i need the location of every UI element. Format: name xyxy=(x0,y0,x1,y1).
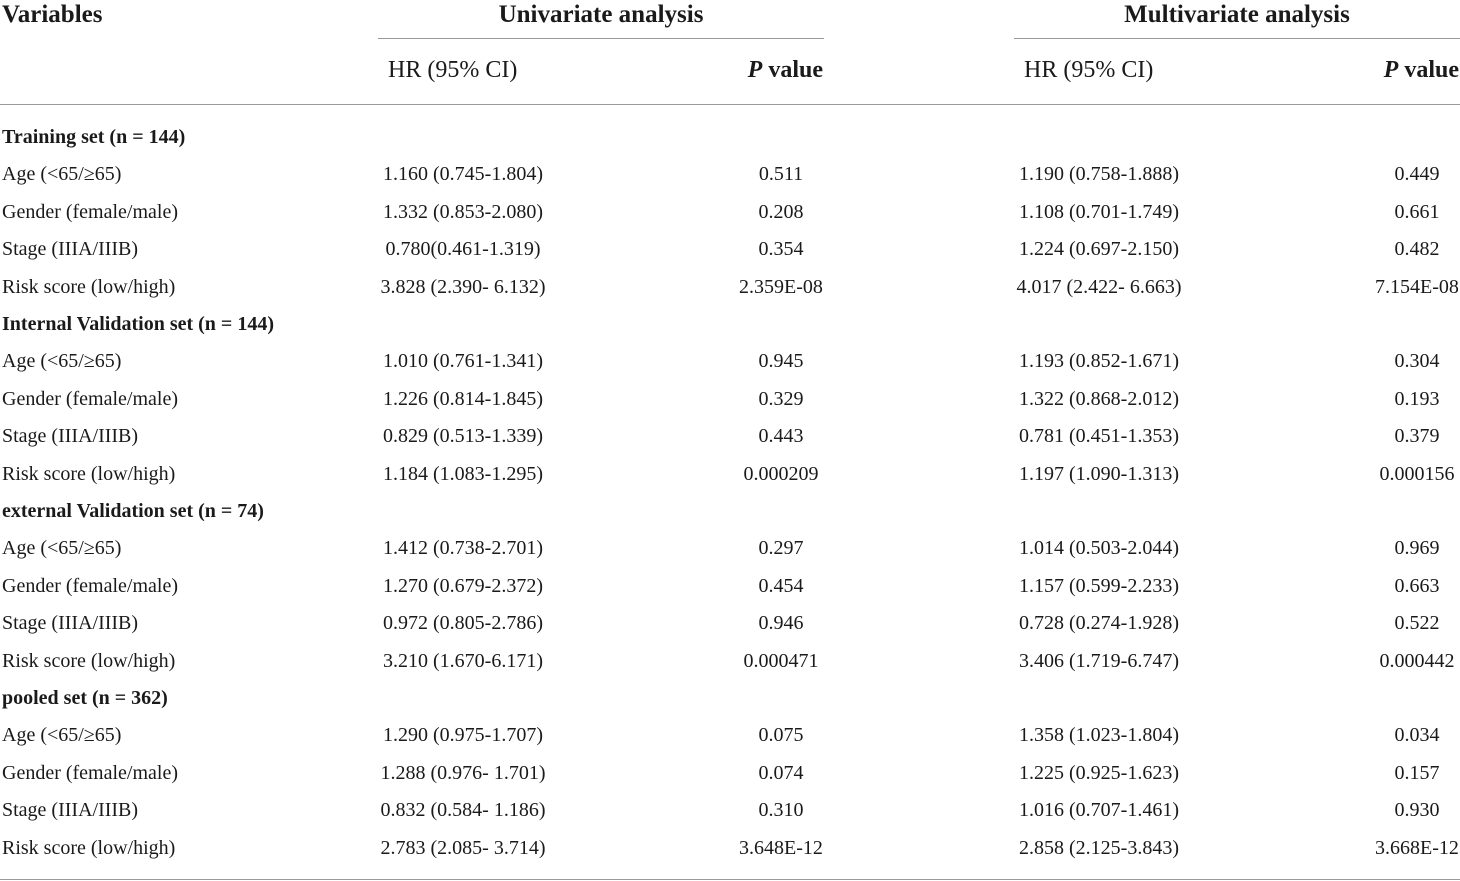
row-label: Stage (IIIA/IIIB) xyxy=(2,425,139,448)
multivariate-hr-header: HR (95% CI) xyxy=(1024,57,1154,83)
univariate-hr-cell: 1.412 (0.738-2.701) xyxy=(383,537,543,560)
univariate-p-cell: 0.075 xyxy=(758,724,804,747)
header-univariate: Univariate analysis xyxy=(498,1,704,28)
row-label: Risk score (low/high) xyxy=(2,462,176,485)
row-label: Age (<65/≥65) xyxy=(2,724,122,747)
univariate-p-cell: 0.000209 xyxy=(743,462,819,485)
p-value-word: value xyxy=(1398,57,1459,83)
header-multivariate: Multivariate analysis xyxy=(1124,1,1350,28)
univariate-hr-cell: 0.972 (0.805-2.786) xyxy=(383,612,543,635)
header-bottom-rule xyxy=(0,104,1460,105)
multivariate-hr-cell: 3.406 (1.719-6.747) xyxy=(1019,649,1179,672)
multivariate-hr-cell: 1.358 (1.023-1.804) xyxy=(1019,724,1179,747)
row-label: Age (<65/≥65) xyxy=(2,537,122,560)
row-label: Risk score (low/high) xyxy=(2,275,176,298)
multivariate-p-cell: 0.969 xyxy=(1394,537,1440,560)
univariate-hr-cell: 1.010 (0.761-1.341) xyxy=(383,350,543,373)
univariate-p-cell: 2.359E-08 xyxy=(739,275,823,298)
row-label: Age (<65/≥65) xyxy=(2,350,122,373)
univariate-p-cell: 0.454 xyxy=(758,574,804,597)
multivariate-p-header xyxy=(1384,58,1459,82)
multivariate-hr-cell: 1.108 (0.701-1.749) xyxy=(1019,200,1179,223)
multivariate-p-cell: 0.034 xyxy=(1394,724,1440,747)
multivariate-p-cell: 0.930 xyxy=(1394,799,1440,822)
multivariate-hr-cell: 1.014 (0.503-2.044) xyxy=(1019,537,1179,560)
multivariate-hr-cell: 1.190 (0.758-1.888) xyxy=(1019,163,1179,186)
section-title: Internal Validation set (n = 144) xyxy=(2,313,274,335)
univariate-p-cell: 0.000471 xyxy=(743,649,819,672)
header-variables: Variables xyxy=(2,1,103,28)
univariate-underline xyxy=(378,38,824,39)
row-label: Gender (female/male) xyxy=(2,574,179,597)
row-label: Stage (IIIA/IIIB) xyxy=(2,799,139,822)
univariate-p-cell: 3.648E-12 xyxy=(739,836,823,859)
section-title: Training set (n = 144) xyxy=(2,126,186,148)
univariate-hr-cell: 0.829 (0.513-1.339) xyxy=(383,425,543,448)
univariate-hr-cell: 1.270 (0.679-2.372) xyxy=(383,574,543,597)
multivariate-hr-cell: 1.225 (0.925-1.623) xyxy=(1019,761,1179,784)
univariate-hr-cell: 1.160 (0.745-1.804) xyxy=(383,163,543,186)
multivariate-hr-cell: 1.197 (1.090-1.313) xyxy=(1019,462,1179,485)
multivariate-p-cell: 0.522 xyxy=(1394,612,1440,635)
univariate-hr-cell: 1.226 (0.814-1.845) xyxy=(383,387,543,410)
p-value-word: value xyxy=(762,57,823,83)
p-italic: P xyxy=(1383,57,1399,83)
section-title: pooled set (n = 362) xyxy=(2,687,168,709)
multivariate-p-cell: 0.661 xyxy=(1394,200,1440,223)
multivariate-hr-cell: 0.781 (0.451-1.353) xyxy=(1019,425,1179,448)
p-italic: P xyxy=(747,57,763,83)
multivariate-p-cell: 0.000442 xyxy=(1379,649,1455,672)
multivariate-hr-cell: 4.017 (2.422- 6.663) xyxy=(1016,275,1182,298)
multivariate-p-cell: 7.154E-08 xyxy=(1375,275,1459,298)
univariate-hr-cell: 3.828 (2.390- 6.132) xyxy=(380,275,546,298)
multivariate-hr-cell: 1.224 (0.697-2.150) xyxy=(1019,238,1179,261)
univariate-p-cell: 0.946 xyxy=(758,612,804,635)
multivariate-p-cell: 0.379 xyxy=(1394,425,1440,448)
univariate-p-cell: 0.443 xyxy=(758,425,804,448)
multivariate-hr-cell: 2.858 (2.125-3.843) xyxy=(1019,836,1179,859)
univariate-p-cell: 0.074 xyxy=(758,761,804,784)
multivariate-hr-cell: 1.016 (0.707-1.461) xyxy=(1019,799,1179,822)
univariate-p-header xyxy=(748,58,823,82)
row-label: Risk score (low/high) xyxy=(2,649,176,672)
row-label: Gender (female/male) xyxy=(2,761,179,784)
row-label: Stage (IIIA/IIIB) xyxy=(2,238,139,261)
row-label: Gender (female/male) xyxy=(2,200,179,223)
multivariate-hr-cell: 1.322 (0.868-2.012) xyxy=(1019,387,1179,410)
table-bottom-rule xyxy=(0,879,1460,880)
multivariate-underline xyxy=(1014,38,1460,39)
univariate-p-cell: 0.310 xyxy=(758,799,804,822)
multivariate-hr-cell: 1.193 (0.852-1.671) xyxy=(1019,350,1179,373)
multivariate-p-cell: 0.000156 xyxy=(1379,462,1455,485)
univariate-hr-header: HR (95% CI) xyxy=(388,57,518,83)
univariate-p-cell: 0.511 xyxy=(758,163,804,186)
multivariate-p-cell: 0.304 xyxy=(1394,350,1440,373)
univariate-hr-cell: 1.332 (0.853-2.080) xyxy=(383,200,543,223)
row-label: Gender (female/male) xyxy=(2,387,179,410)
univariate-p-cell: 0.297 xyxy=(758,537,804,560)
row-label: Stage (IIIA/IIIB) xyxy=(2,612,139,635)
section-title: external Validation set (n = 74) xyxy=(2,500,264,522)
multivariate-p-cell: 0.193 xyxy=(1394,387,1440,410)
univariate-p-cell: 0.945 xyxy=(758,350,804,373)
univariate-hr-cell: 1.288 (0.976- 1.701) xyxy=(380,761,546,784)
univariate-hr-cell: 0.780(0.461-1.319) xyxy=(385,238,541,261)
univariate-hr-cell: 2.783 (2.085- 3.714) xyxy=(380,836,546,859)
univariate-p-cell: 0.208 xyxy=(758,200,804,223)
univariate-hr-cell: 1.290 (0.975-1.707) xyxy=(383,724,543,747)
multivariate-p-cell: 0.663 xyxy=(1394,574,1440,597)
multivariate-p-cell: 0.482 xyxy=(1394,238,1440,261)
univariate-p-cell: 0.354 xyxy=(758,238,804,261)
multivariate-p-cell: 0.157 xyxy=(1394,761,1440,784)
univariate-hr-cell: 3.210 (1.670-6.171) xyxy=(383,649,543,672)
univariate-p-cell: 0.329 xyxy=(758,387,804,410)
row-label: Risk score (low/high) xyxy=(2,836,176,859)
multivariate-p-cell: 0.449 xyxy=(1394,163,1440,186)
multivariate-p-cell: 3.668E-12 xyxy=(1375,836,1459,859)
univariate-hr-cell: 1.184 (1.083-1.295) xyxy=(383,462,543,485)
multivariate-hr-cell: 1.157 (0.599-2.233) xyxy=(1019,574,1179,597)
univariate-hr-cell: 0.832 (0.584- 1.186) xyxy=(380,799,546,822)
row-label: Age (<65/≥65) xyxy=(2,163,122,186)
multivariate-hr-cell: 0.728 (0.274-1.928) xyxy=(1019,612,1179,635)
